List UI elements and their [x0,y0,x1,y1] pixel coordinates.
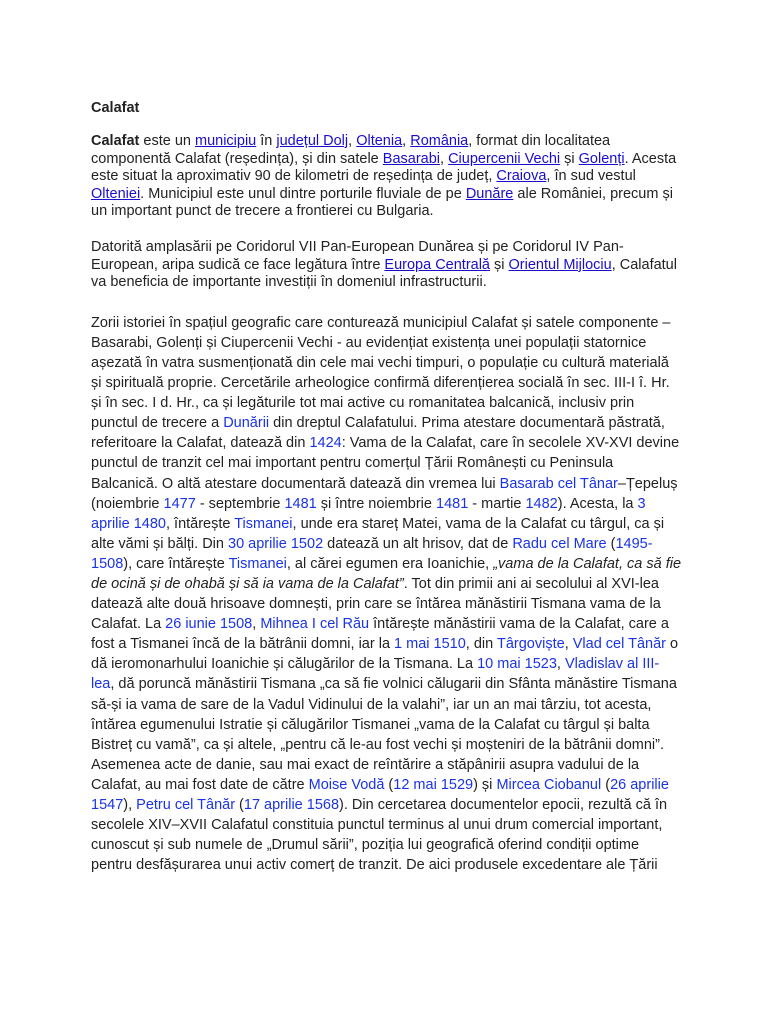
wiki-link[interactable]: 17 aprilie 1568 [243,797,340,813]
text-run: , unde era stareț Matei, vama de la Calafat cu târgul, ca și alte vămi și bălți. Din [91,515,665,552]
intro-paragraph [91,133,681,221]
text-run: ( [601,776,611,793]
document-page [91,99,681,875]
wiki-link[interactable]: Olteniei [91,185,141,202]
wiki-link[interactable]: Basarabi [382,150,441,167]
text-run: , [348,133,357,149]
wiki-link[interactable]: 26 iunie 1508 [165,616,253,633]
wiki-link[interactable]: Moise Vodă [308,776,385,793]
wiki-link[interactable]: Tismanei [228,555,287,572]
wiki-link[interactable]: Craiova [496,168,547,185]
corridor-paragraph [91,239,681,292]
text-run: . Municipiul este unul dintre porturile fluviale de pe [140,185,466,202]
text-run: ale României, precum și un important punct de trecere a frontierei cu Bulgaria. [91,185,673,220]
wiki-link[interactable]: Petru cel Tânăr [136,797,236,813]
wiki-link[interactable]: 3 aprilie 1480 [91,495,646,532]
wiki-link[interactable]: 30 aprilie 1502 [228,535,324,552]
text-run: Zorii istoriei în spațiul geografic care conturează municipiul Calafat și satele componente – Basarabi, Golenți și Ciupercenii Vechi - au evidențiat existența unei populații statornice așezată în vatra susmenționată din cele mai vechi timpuri, o populație cu cultură materială și spirituală proprie. Cercetările arheologice confirmă diferențierea socială în sec. III-I î. Hr. și în sec. I d. Hr., ca și legăturile tot mai active cu romanitatea balcanică, inclusiv prin punctul de trecere a [91,314,671,432]
text-run: , în sud vestul [546,168,636,185]
wiki-link[interactable]: Vlad cel Tânăr [572,636,666,653]
text-run: : Vama de la Calafat, care în secolele XV-XVI devine punctul de tranzit cel mai important pentru comerțul Țării Românești cu Peninsula Balcanică. O altă atestare documentară datează din vremea lui [91,435,680,492]
wiki-link[interactable]: Târgoviște [496,636,565,653]
wiki-link[interactable]: Europa Centrală [384,256,490,273]
text-run: Datorită amplasării pe Coridorul VII Pan-European Dunărea și pe Coridorul IV Pan-European, aripa sudică ce face legătura între [91,238,624,273]
text-run: ). Acesta, la [557,495,638,512]
wiki-link[interactable]: Dunăre [465,185,514,202]
wiki-link[interactable]: România [410,133,469,149]
wiki-link[interactable]: Ciupercenii Vechi [448,150,561,167]
text-run: - septembrie [195,495,285,512]
text-run: , [564,636,573,653]
text-run: datează un alt hrisov, dat de [323,535,513,552]
wiki-link[interactable]: Basarab cel Tânar [499,475,618,492]
page-title: Calafat [91,100,140,116]
text-run: din dreptul Calafatului. Prima atestare documentară păstrată, referitoare la Calafat, datează din [91,415,665,452]
wiki-link[interactable]: Mircea Ciobanul [496,776,602,793]
text-run: –Țepeluș (noiembrie [91,475,678,512]
text-run: , al cărei egumen era Ioanichie, [286,555,494,572]
text-run: - martie [468,495,526,512]
wiki-link[interactable]: 1481 [284,495,317,512]
wiki-link[interactable]: 1 mai 1510 [394,636,466,653]
text-run: . Acesta este situat la aproximativ 90 de kilometri de reședința de județ, [91,150,677,185]
wiki-link[interactable]: Golenți [578,150,625,167]
text-run: ), [123,797,137,813]
wiki-link[interactable]: 1495-1508 [91,535,653,572]
text-run: , format din localitatea componentă Calafat (reședința), și din satele [91,133,611,167]
wiki-link[interactable]: 26 aprilie 1547 [91,776,669,813]
text-run: , [252,616,261,633]
wiki-link[interactable]: județul Dolj [276,133,349,149]
text-run: este un [139,133,195,149]
text-run: ( [235,797,244,813]
text-run: ) și [473,776,497,793]
text-run: și [560,150,579,167]
wiki-link[interactable]: Tismanei [234,515,293,532]
text-run: , dă poruncă mănăstirii Tismana „ca să fie volnici călugarii din Sfânta mănăstire Tismana să-și ia vama de sare de la Vadul Vidinului de la valahi”, iar un an mai târziu, tot acesta, întărea egumenului Istratie și călugărilor Tismanei „vama de la Calafat cu târgul și balta Bistreț cu vamă”, ca și altele, „pentru că le-au fost vechi și moșteniri de la bătrânii domni”. Asemenea acte de danie, sau mai exact de reîntărire a stăpânirii asupra vadului de la Calafat, au mai fost date de către [91,676,677,793]
wiki-link[interactable]: 1482 [525,495,558,512]
text-run: , [402,133,411,149]
wiki-link[interactable]: Dunării [223,415,270,432]
text-run: , [556,656,565,673]
wiki-link[interactable]: Vladislav al III-lea [91,656,660,693]
text-run: ( [384,776,394,793]
wiki-link[interactable]: 12 mai 1529 [393,776,474,793]
text-run: în [256,133,277,149]
text-run: ). Din cercetarea documentelor epocii, rezultă că în secolele XIV–XVII Calafatul constituia punctul terminus al unui drum comercial important, cunoscut și sub numele de „Drumul sării”, poziția lui geografică oferind condiții optime pentru desfășurarea unui activ comerț de tranzit. De aici produsele excedentare ale Țării [91,797,668,874]
text-run: , întărește [165,515,235,532]
text-run: și între noiembrie [316,495,436,512]
wiki-link[interactable]: 1477 [163,495,196,512]
text-run: o dă ieromonarhului Ioanichie și călugărilor de la Tismana. La [91,636,679,673]
text-run: ( [606,535,616,552]
text-run: întărește mănăstirii vama de la Calafat, care a fost a Tismanei încă de la bătrânii domni, iar la [91,616,669,653]
text-run: . Tot din primii ani ai secolului al XVI-lea datează alte două hrisoave domnești, prin care se întărea mănăstirii Tismana vama de la Calafat. La [91,575,661,633]
history-paragraph [91,313,681,876]
text-run: , din [465,636,497,653]
italic-quote: „vama de la Calafat, ca să fie de ocină și de ohabă și să ia vama de la Calafat” [91,555,682,592]
wiki-link[interactable]: Mihnea I cel Rău [260,616,370,633]
wiki-link[interactable]: Orientul Mijlociu [508,256,612,273]
wiki-link[interactable]: municipiu [194,133,257,149]
wiki-link[interactable]: Oltenia [356,133,403,149]
text-run: , Calafatul va beneficia de importante investiții în domeniul infrastructurii. [91,256,677,291]
bold-term: Calafat [91,133,140,149]
text-run: ), care întărește [123,555,229,572]
wiki-link[interactable]: 1481 [436,495,469,512]
text-run: și [490,256,509,273]
text-run: , [440,150,449,167]
wiki-link[interactable]: 1424 [309,435,342,452]
wiki-link[interactable]: 10 mai 1523 [477,656,557,673]
wiki-link[interactable]: Radu cel Mare [512,535,607,552]
